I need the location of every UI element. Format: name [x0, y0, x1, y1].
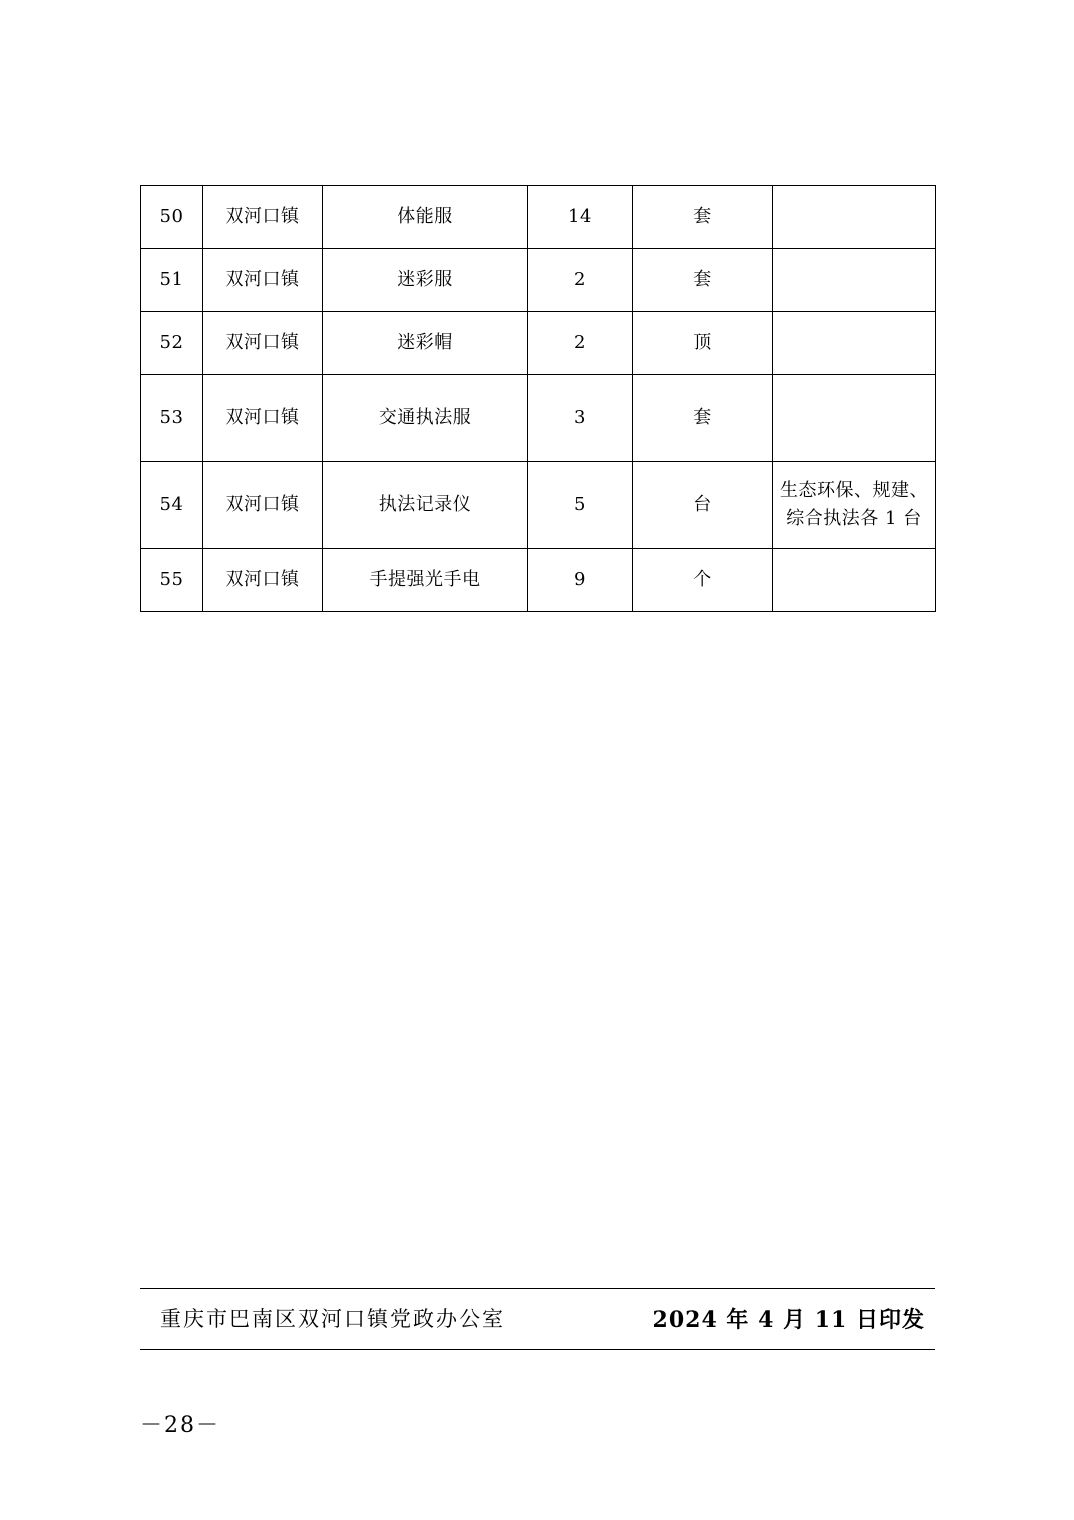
- cell-unit: 套: [633, 375, 773, 462]
- cell-index: 51: [141, 249, 203, 312]
- cell-town: 双河口镇: [203, 462, 323, 549]
- document-footer: [140, 1288, 935, 1350]
- table-row: [141, 312, 936, 375]
- cell-unit: 个: [633, 549, 773, 612]
- cell-note: [773, 186, 936, 249]
- cell-note: 生态环保、规建、综合执法各 1 台: [773, 462, 936, 549]
- table-row: [141, 249, 936, 312]
- cell-quantity: 5: [528, 462, 633, 549]
- cell-item: 迷彩帽: [323, 312, 528, 375]
- cell-quantity: 3: [528, 375, 633, 462]
- cell-index: 55: [141, 549, 203, 612]
- footer-content: [140, 1289, 935, 1349]
- cell-town: 双河口镇: [203, 186, 323, 249]
- cell-index: 54: [141, 462, 203, 549]
- cell-town: 双河口镇: [203, 249, 323, 312]
- page-number: －28－: [140, 1413, 220, 1438]
- footer-issuer: 重庆市巴南区双河口镇党政办公室: [160, 1307, 505, 1331]
- cell-index: 50: [141, 186, 203, 249]
- inventory-table-container: [140, 185, 935, 612]
- cell-item: 体能服: [323, 186, 528, 249]
- cell-item: 执法记录仪: [323, 462, 528, 549]
- cell-unit: 顶: [633, 312, 773, 375]
- footer-rule-bottom: [140, 1349, 935, 1350]
- footer-date: 2024 年 4 月 11 日印发: [652, 1306, 925, 1333]
- cell-quantity: 2: [528, 249, 633, 312]
- table-row: [141, 186, 936, 249]
- cell-unit: 台: [633, 462, 773, 549]
- cell-item: 迷彩服: [323, 249, 528, 312]
- cell-item: 交通执法服: [323, 375, 528, 462]
- cell-note: [773, 375, 936, 462]
- table-row: [141, 375, 936, 462]
- cell-quantity: 14: [528, 186, 633, 249]
- cell-quantity: 2: [528, 312, 633, 375]
- cell-item: 手提强光手电: [323, 549, 528, 612]
- table-row: [141, 549, 936, 612]
- cell-index: 52: [141, 312, 203, 375]
- cell-unit: 套: [633, 186, 773, 249]
- cell-note: [773, 312, 936, 375]
- inventory-table: [140, 185, 936, 612]
- cell-quantity: 9: [528, 549, 633, 612]
- cell-note: [773, 549, 936, 612]
- cell-town: 双河口镇: [203, 312, 323, 375]
- cell-note: [773, 249, 936, 312]
- cell-town: 双河口镇: [203, 549, 323, 612]
- cell-town: 双河口镇: [203, 375, 323, 462]
- cell-index: 53: [141, 375, 203, 462]
- cell-unit: 套: [633, 249, 773, 312]
- table-row: [141, 462, 936, 549]
